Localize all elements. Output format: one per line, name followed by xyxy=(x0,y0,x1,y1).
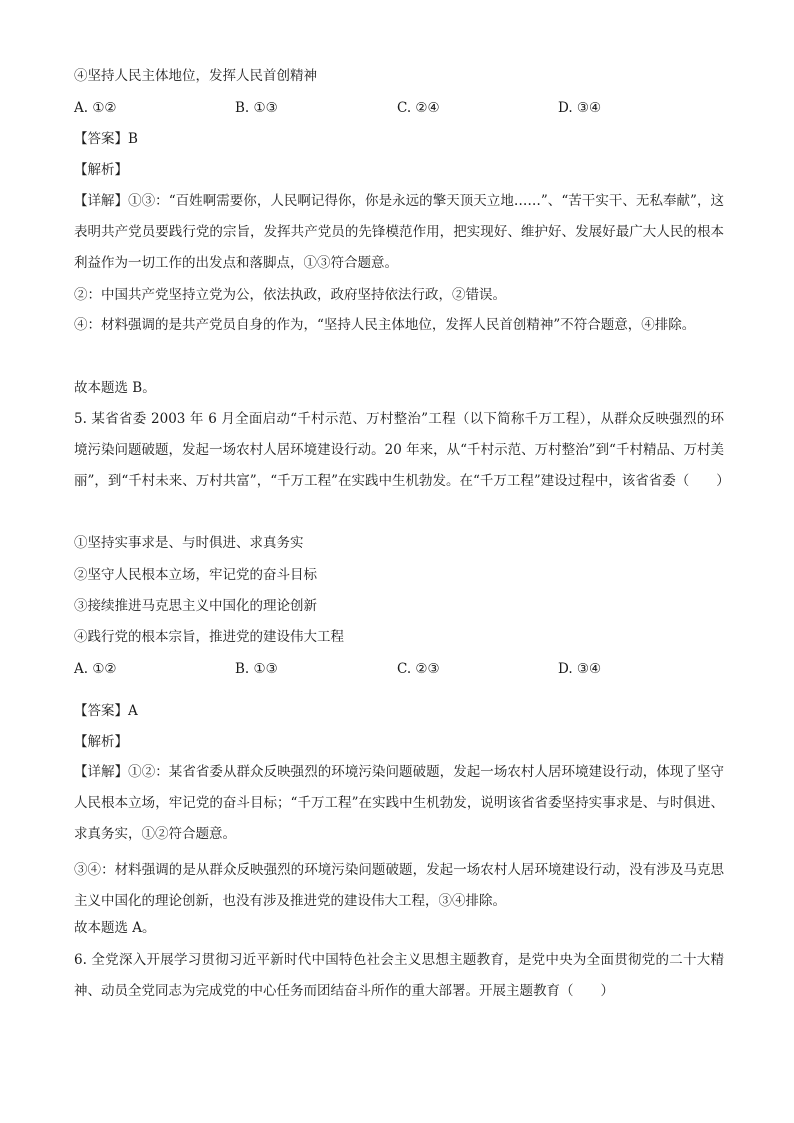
q5-conclusion: 故本题选 A。 xyxy=(74,920,156,936)
q5-option-b: B. ①③ xyxy=(235,661,278,677)
q6-stem: 6. 全党深入开展学习贯彻习近平新时代中国特色社会主义思想主题教育，是党中央为全面贯彻党的二十大精神、动员全党同志为完成党的中心任务而团结奋斗所作的重大部署。开展主题教育（ ） xyxy=(74,952,724,999)
q4-detail-3: ④：材料强调的是共产党员自身的作为，“坚持人民主体地位，发挥人民首创精神”不符合题意，④排除。 xyxy=(74,317,696,333)
q5-option-a: A. ①② xyxy=(74,661,117,677)
q5-analysis-heading: 【解析】 xyxy=(74,734,128,750)
q4-detail-2: ②：中国共产党坚持立党为公，依法执政，政府坚持依法行政，②错误。 xyxy=(74,287,506,303)
q5-item-4: ④践行党的根本宗旨，推进党的建设伟大工程 xyxy=(74,629,344,645)
q5-item-1: ①坚持实事求是、与时俱进、求真务实 xyxy=(74,535,304,551)
q4-option-d: D. ③④ xyxy=(558,100,602,116)
q5-option-c: C. ②③ xyxy=(397,661,440,677)
q5-options xyxy=(74,659,724,679)
q4-option-b: B. ①③ xyxy=(235,100,278,116)
q5-answer: 【答案】A xyxy=(74,703,138,719)
q4-item-4: ④坚持人民主体地位，发挥人民首创精神 xyxy=(74,68,317,84)
q5-option-d: D. ③④ xyxy=(558,661,602,677)
q4-options xyxy=(74,98,724,118)
q4-analysis-heading: 【解析】 xyxy=(74,162,128,178)
q5-detail-1: 【详解】①②：某省省委从群众反映强烈的环境污染问题破题，发起一场农村人居环境建设行动，体现了坚守人民根本立场，牢记党的奋斗目标；“千万工程”在实践中生机勃发，说明该省省委坚持实事求是、与时俱进、求真务实，①②符合题意。 xyxy=(74,764,724,842)
q4-answer: 【答案】B xyxy=(74,131,138,147)
q4-option-c: C. ②④ xyxy=(397,100,440,116)
q5-item-3: ③接续推进马克思主义中国化的理论创新 xyxy=(74,598,317,614)
q5-detail-2: ③④：材料强调的是从群众反映强烈的环境污染问题破题，发起一场农村人居环境建设行动，没有涉及马克思主义中国化的理论创新，也没有涉及推进党的建设伟大工程，③④排除。 xyxy=(74,862,724,909)
q4-detail-1: 【详解】①③：“百姓啊需要你，人民啊记得你，你是永远的擎天顶天立地……”、“苦干实干、无私奉献”，这表明共产党员要践行党的宗旨，发挥共产党员的先锋模范作用，把实现好、维护好、发展好最广大人民的根本利益作为一切工作的出发点和落脚点，①③符合题意。 xyxy=(74,193,724,271)
q4-option-a: A. ①② xyxy=(74,100,117,116)
q5-item-2: ②坚守人民根本立场，牢记党的奋斗目标 xyxy=(74,567,317,583)
q5-stem: 5. 某省省委 2003 年 6 月全面启动“千村示范、万村整治”工程（以下简称千万工程），从群众反映强烈的环境污染问题破题，发起一场农村人居环境建设行动。20 年来，从“千村示范、万村整治”到“千村精品、万村美丽”，到“千村未来、万村共富”，“千万工程”在实践中生机勃发。在“千万工程”建设过程中，该省省委（ ） xyxy=(74,411,730,489)
q4-conclusion: 故本题选 B。 xyxy=(74,380,156,396)
